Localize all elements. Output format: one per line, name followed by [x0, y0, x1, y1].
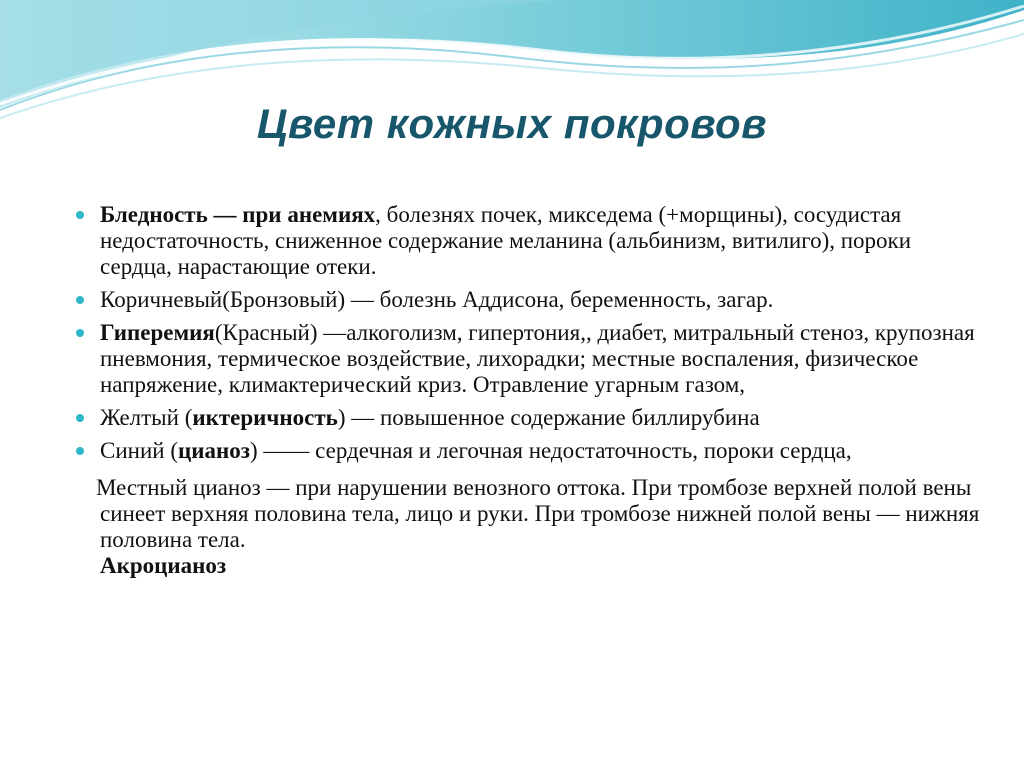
bullet-icon — [76, 447, 84, 455]
slide-title: Цвет кожных покровов — [256, 100, 768, 147]
item-text: (Красный) —алкоголизм, гипертония,, диабет, митральный стеноз, крупозная пневмония, термическое воздействие, лихорадки; местные воспаления, физическое напряжение, климактерический криз. Отравление угарным газом, — [100, 320, 975, 397]
item-bold: иктеричность — [192, 405, 338, 430]
bullet-list — [76, 202, 986, 464]
bullet-icon — [76, 211, 84, 219]
list-item — [76, 405, 986, 431]
item-pre: Синий ( — [100, 438, 178, 463]
list-item — [76, 202, 986, 280]
item-text: Коричневый(Бронзовый) — болезнь Аддисона, беременность, загар. — [100, 287, 774, 312]
paragraph-text: Местный цианоз — при нарушении венозного оттока. При тромбозе верхней полой вены синеет верхняя половина тела, лицо и руки. При тромбозе нижней полой вены — нижняя половина тела. — [96, 475, 980, 552]
item-pre: Желтый ( — [100, 405, 193, 430]
bullet-icon — [76, 296, 84, 304]
list-item — [76, 438, 986, 464]
slide-content — [76, 202, 986, 579]
item-bold: Гиперемия — [100, 320, 215, 345]
item-text: , болезнях почек, микседема (+морщины), сосудистая недостаточность, сниженное содержание меланина (альбинизм, витилиго), пороки сердца, нарастающие отеки. — [100, 202, 912, 279]
item-bold: цианоз — [177, 438, 250, 463]
paragraph-bold-term: Акроцианоз — [100, 553, 227, 578]
item-text: ) —— сердечная и легочная недостаточность, пороки сердца, — [249, 438, 852, 463]
bullet-icon — [76, 329, 84, 337]
cyanosis-paragraph — [76, 475, 986, 579]
list-item — [76, 287, 986, 313]
bullet-icon — [76, 414, 84, 422]
item-text: ) — повышенное содержание биллирубина — [337, 405, 760, 430]
list-item — [76, 320, 986, 398]
item-bold: Бледность — при анемиях — [100, 202, 376, 227]
